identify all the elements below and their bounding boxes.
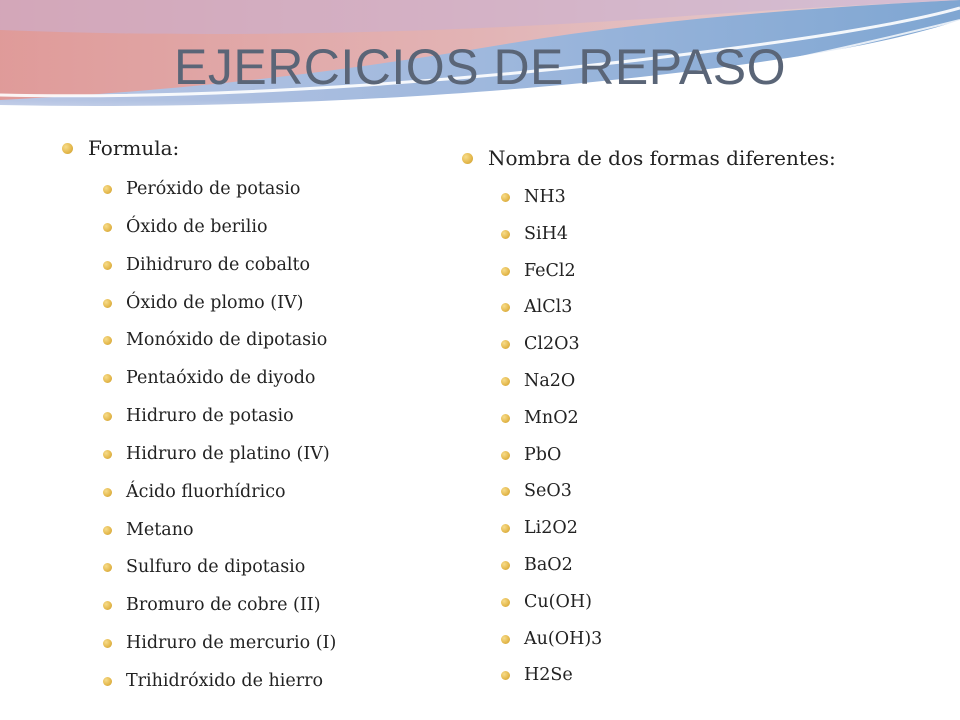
list-item: SeO3: [498, 473, 932, 510]
list-item: Trihidróxido de hierro: [100, 663, 462, 701]
list-item: NH3: [498, 179, 932, 216]
bullet-icon: [103, 601, 112, 610]
bullet-icon: [103, 185, 112, 194]
list-item: Dihidruro de cobalto: [100, 247, 462, 285]
list-item: Óxido de plomo (IV): [100, 285, 462, 323]
bullet-icon: [103, 677, 112, 686]
formula-heading-text: Formula:: [88, 136, 180, 160]
list-item: Au(OH)3: [498, 621, 932, 658]
list-item: Cl2O3: [498, 326, 932, 363]
bullet-icon: [103, 223, 112, 232]
list-item: FeCl2: [498, 253, 932, 290]
bullet-icon: [103, 450, 112, 459]
list-item: Cu(OH): [498, 584, 932, 621]
list-item: Li2O2: [498, 510, 932, 547]
bullet-icon: [501, 487, 510, 496]
list-item: Peróxido de potasio: [100, 171, 462, 209]
bullet-icon: [103, 299, 112, 308]
list-item: H2Se: [498, 657, 932, 694]
bullet-icon: [103, 526, 112, 535]
list-item: Pentaóxido de diyodo: [100, 360, 462, 398]
list-item: SiH4: [498, 216, 932, 253]
bullet-icon: [103, 639, 112, 648]
bullet-icon: [501, 561, 510, 570]
list-item: Hidruro de potasio: [100, 398, 462, 436]
formula-heading: [62, 131, 462, 165]
bullet-icon: [103, 374, 112, 383]
formula-column: [62, 131, 462, 701]
bullet-icon: [501, 230, 510, 239]
bullet-icon: [501, 524, 510, 533]
list-item: Hidruro de platino (IV): [100, 436, 462, 474]
slide-title: EJERCICIOS DE REPASO: [174, 39, 786, 95]
naming-heading: [462, 141, 932, 175]
bullet-icon: [103, 412, 112, 421]
naming-list: [498, 179, 932, 694]
bullet-icon: [103, 336, 112, 345]
list-item: Bromuro de cobre (II): [100, 587, 462, 625]
bullet-icon: [501, 451, 510, 460]
bullet-icon: [501, 598, 510, 607]
bullet-icon: [501, 267, 510, 276]
bullet-icon: [501, 377, 510, 386]
naming-column: [462, 141, 932, 694]
bullet-icon: [501, 671, 510, 680]
list-item: Monóxido de dipotasio: [100, 322, 462, 360]
bullet-icon: [462, 153, 473, 164]
list-item: Hidruro de mercurio (I): [100, 625, 462, 663]
bullet-icon: [62, 143, 73, 154]
bullet-icon: [501, 193, 510, 202]
list-item: Sulfuro de dipotasio: [100, 549, 462, 587]
list-item: Ácido fluorhídrico: [100, 474, 462, 512]
bullet-icon: [103, 563, 112, 572]
list-item: Na2O: [498, 363, 932, 400]
list-item: AlCl3: [498, 289, 932, 326]
list-item: MnO2: [498, 400, 932, 437]
bullet-icon: [103, 261, 112, 270]
bullet-icon: [501, 635, 510, 644]
list-item: Óxido de berilio: [100, 209, 462, 247]
bullet-icon: [501, 303, 510, 312]
formula-list: [100, 171, 462, 701]
naming-heading-text: Nombra de dos formas diferentes:: [488, 146, 836, 170]
bullet-icon: [103, 488, 112, 497]
list-item: PbO: [498, 437, 932, 474]
bullet-icon: [501, 340, 510, 349]
list-item: BaO2: [498, 547, 932, 584]
list-item: Metano: [100, 512, 462, 550]
bullet-icon: [501, 414, 510, 423]
